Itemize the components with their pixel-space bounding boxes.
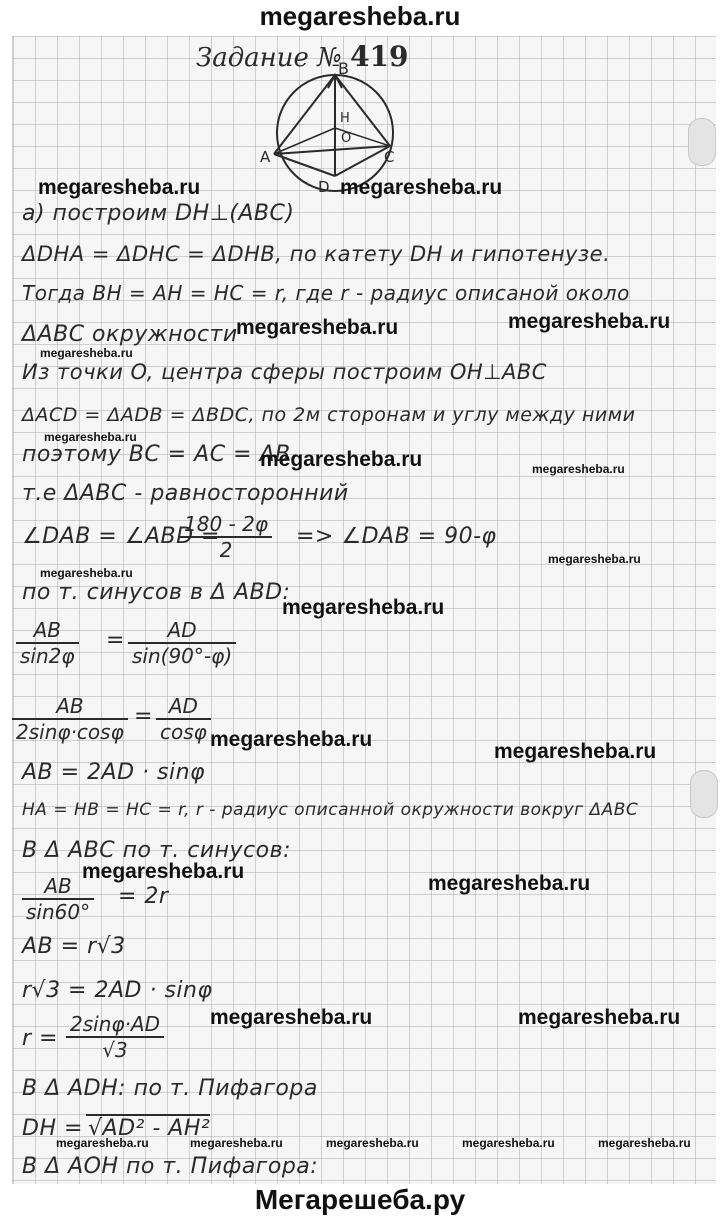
line-9-right: => ∠DAB = 90-φ <box>296 524 497 549</box>
line-10: по т. синусов в Δ ABD: <box>22 580 291 605</box>
line-14: = 2r <box>118 884 169 909</box>
fraction-ad-cos <box>156 694 211 744</box>
fraction-den: √3 <box>102 1038 128 1062</box>
fraction-num: AB <box>22 874 94 900</box>
watermark: megaresheba.ru <box>44 430 137 444</box>
watermark: megaresheba.ru <box>326 1136 419 1150</box>
line-2: ΔDHA = ΔDHC = ΔDHB, по катету DH и гипотенузе. <box>22 242 611 266</box>
label-c: C <box>384 148 395 166</box>
edge-ad <box>274 154 335 176</box>
fraction-ad-sin90 <box>128 618 236 668</box>
watermark: megaresheba.ru <box>462 1136 555 1150</box>
line-16: r√3 = 2AD · sinφ <box>22 978 213 1003</box>
line-12: HA = HB = HC = r, r - радиус описанной окружности вокруг ΔABC <box>22 800 639 820</box>
label-d: D <box>318 178 330 196</box>
sqrt-expression: √AD² - AH² <box>88 1116 211 1141</box>
fraction-den: sin2φ <box>20 644 75 668</box>
label-o: O <box>341 131 352 146</box>
fraction-num: AD <box>156 694 211 720</box>
line-7: поэтому BC = AC = AB <box>22 442 291 467</box>
fraction-den: sin60° <box>26 900 91 924</box>
line-3: Тогда BH = AH = HC = r, где r - радиус описаной около <box>22 281 630 305</box>
watermark: megaresheba.ru <box>236 316 399 339</box>
line-20: В Δ AOH по т. Пифагора: <box>22 1154 319 1179</box>
fraction-den: 2sinφ·cosφ <box>16 720 124 744</box>
label-h: H <box>340 111 350 126</box>
watermark: megaresheba.ru <box>282 596 445 619</box>
line-1: а) построим DH⊥(ABC) <box>22 201 295 226</box>
edge-cd <box>335 146 390 176</box>
line-11: AB = 2AD · sinφ <box>22 760 206 785</box>
edge-ab <box>274 75 335 154</box>
task-prefix: Задание № <box>196 43 342 73</box>
fraction-den: cosφ <box>160 720 207 744</box>
fraction-ab-sin2phi <box>16 618 79 668</box>
watermark: megaresheba.ru <box>40 566 133 580</box>
fraction-num: 2sinφ·AD <box>66 1012 164 1038</box>
line-18: В Δ ADH: по т. Пифагора <box>22 1076 318 1101</box>
fraction-angle-num: 180 - 2φ <box>180 512 272 538</box>
watermark: megaresheba.ru <box>210 728 373 751</box>
fraction-ab-2sin <box>12 694 128 744</box>
fraction-num: AD <box>128 618 236 644</box>
sqrt-radicand: AD² - AH² <box>102 1116 211 1141</box>
line-5: Из точки O, центра сферы построим OH⊥ABC <box>22 360 547 384</box>
watermark: megaresheba.ru <box>38 176 201 199</box>
line-17: r = <box>22 1026 58 1051</box>
fraction-angle-den: 2 <box>219 538 233 562</box>
watermark: megaresheba.ru <box>190 1136 283 1150</box>
line-8: т.е ΔABC - равносторонний <box>22 481 349 506</box>
equals-sign: = <box>106 628 125 653</box>
watermark: megaresheba.ru <box>508 310 671 333</box>
equals-sign: = <box>134 704 153 729</box>
watermark: megaresheba.ru <box>598 1136 691 1150</box>
watermark: megaresheba.ru <box>532 462 625 476</box>
watermark: megaresheba.ru <box>260 448 423 471</box>
label-a: A <box>260 148 271 166</box>
line-15: AB = r√3 <box>22 934 126 959</box>
line-4: ΔABC окружности <box>22 322 238 347</box>
watermark: megaresheba.ru <box>210 1006 373 1029</box>
watermark: megaresheba.ru <box>40 346 133 360</box>
fraction-r <box>66 1012 164 1062</box>
watermark: megaresheba.ru <box>518 1006 681 1029</box>
fraction-num: AB <box>12 694 128 720</box>
watermark: megaresheba.ru <box>428 872 591 895</box>
task-number: 419 <box>350 40 409 73</box>
site-header: megaresheba.ru <box>259 1 461 31</box>
fraction-num: AB <box>16 618 79 644</box>
fraction-angle <box>180 512 272 562</box>
watermark: megaresheba.ru <box>340 176 503 199</box>
watermark: megaresheba.ru <box>56 1136 149 1150</box>
binder-hole-bottom <box>690 770 718 818</box>
line-19-left: DH = <box>22 1116 83 1141</box>
line-13: В Δ ABC по т. синусов: <box>22 838 291 863</box>
site-footer: Мегарешеба.ру <box>254 1184 466 1215</box>
label-b: B <box>338 59 349 78</box>
watermark: megaresheba.ru <box>82 860 245 883</box>
binder-hole-top <box>688 118 716 166</box>
line-6: ΔACD = ΔADB = ΔBDC, по 2м сторонам и углу между ними <box>22 404 636 426</box>
watermark: megaresheba.ru <box>494 740 657 763</box>
line-9-left: ∠DAB = ∠ABD = <box>22 524 220 549</box>
fraction-den: sin(90°-φ) <box>132 644 233 668</box>
watermark: megaresheba.ru <box>548 552 641 566</box>
